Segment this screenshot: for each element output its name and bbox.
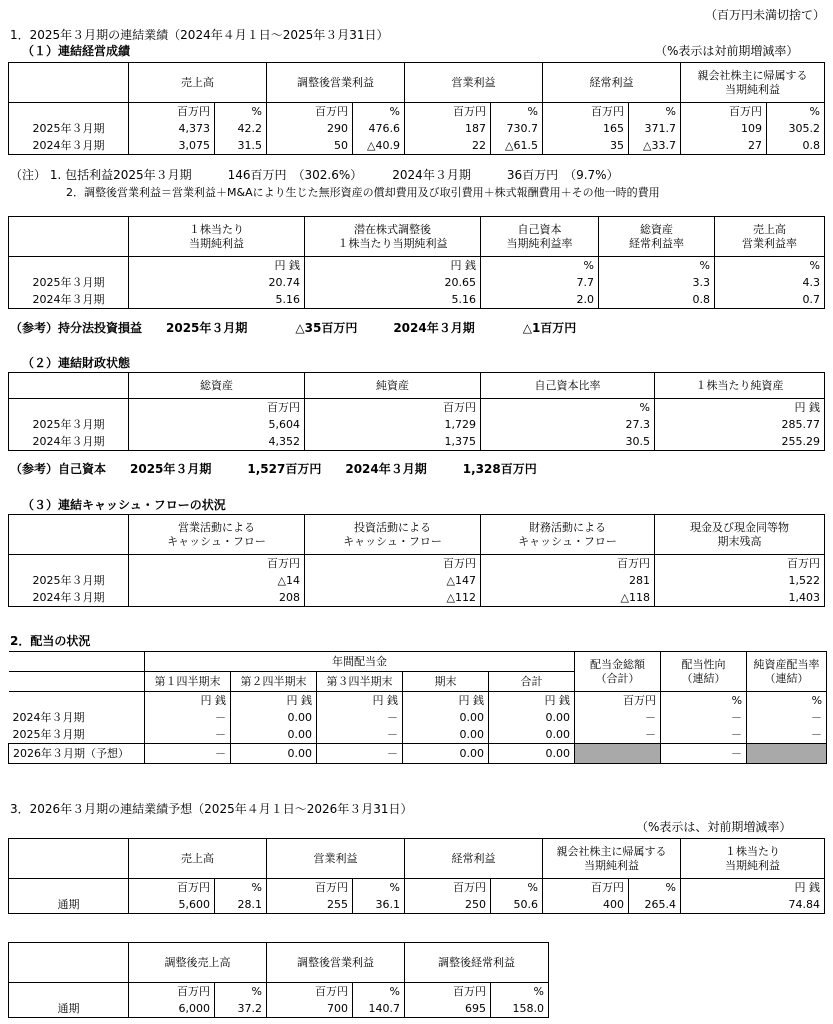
unit-cell: 円 銭 [489, 692, 575, 710]
data-cell: △61.5 [491, 137, 543, 155]
unit-cell: 百万円 [305, 399, 481, 417]
unit-cell: 百万円 [129, 399, 305, 417]
data-cell: － [747, 709, 827, 726]
row-label: 2024年３月期 [9, 433, 129, 451]
data-cell: 187 [405, 120, 491, 137]
data-cell: 109 [681, 120, 767, 137]
data-cell: － [661, 726, 747, 744]
forecast-pct-note: （%表示は、対前期増減率） [636, 820, 792, 834]
unit-row [9, 257, 825, 275]
unit-cell: 百万円 [305, 555, 481, 573]
data-cell: 0.00 [489, 709, 575, 726]
table-row [9, 572, 825, 589]
header-adjusted-op: 調整後営業利益 [267, 63, 405, 103]
data-cell: 476.6 [353, 120, 405, 137]
note-adjusted-op: 2．調整後営業利益＝営業利益＋M&Aにより生じた無形資産の償却費用及び取引費用＋株式報酬費用＋その他一時的費用 [66, 186, 660, 199]
data-cell: 255 [267, 896, 353, 914]
row-label: 2025年３月期 [9, 572, 129, 589]
data-cell: 28.1 [215, 896, 267, 914]
table-row [9, 1000, 549, 1018]
unit-row [9, 983, 549, 1001]
header-adjusted-ordinary: 調整後経常利益 [405, 943, 549, 983]
data-cell: 2.0 [481, 291, 599, 309]
operating-results-table [8, 62, 825, 155]
section3-title: 3．2026年３月期の連結業績予想（2025年４月１日～2026年３月31日） [10, 802, 413, 816]
data-cell: 0.8 [599, 291, 715, 309]
data-cell-shaded [575, 744, 661, 764]
unit-cell: 百万円 [405, 879, 491, 897]
data-cell: － [145, 744, 231, 764]
data-cell: 695 [405, 1000, 491, 1018]
data-cell: 0.00 [231, 726, 317, 744]
dividend-table [8, 651, 827, 764]
unit-cell: 百万円 [129, 879, 215, 897]
data-cell: 1,375 [305, 433, 481, 451]
corner-cell [9, 839, 129, 879]
data-cell: 285.77 [655, 416, 825, 433]
table-row [9, 709, 827, 726]
unit-cell: % [215, 879, 267, 897]
header-total-dividend: 配当金総額 （合計） [575, 652, 661, 692]
row-label: 2024年３月期 [9, 589, 129, 607]
row-label: 2025年３月期 [9, 416, 129, 433]
header-year-end: 期末 [403, 672, 489, 692]
data-cell: 37.2 [215, 1000, 267, 1018]
data-cell: 0.00 [403, 744, 489, 764]
data-cell: 5.16 [305, 291, 481, 309]
header-doe: 純資産配当率 （連結） [747, 652, 827, 692]
table-row [9, 726, 827, 744]
data-cell: 27 [681, 137, 767, 155]
unit-cell: % [629, 879, 681, 897]
row-label: 2026年３月期（予想） [9, 744, 145, 764]
adjusted-forecast-table [8, 942, 549, 1018]
data-cell: 5.16 [129, 291, 305, 309]
data-cell: △118 [481, 589, 655, 607]
data-cell: － [575, 709, 661, 726]
pct-note: （%表示は対前期増減率） [655, 44, 799, 58]
header-diluted-eps: 潜在株式調整後 １株当たり当期純利益 [305, 217, 481, 257]
data-cell: 700 [267, 1000, 353, 1018]
header-sales: 売上高 [129, 839, 267, 879]
unit-cell: 円 銭 [403, 692, 489, 710]
table-row [9, 416, 825, 433]
table-row [9, 744, 827, 764]
corner-cell [9, 217, 129, 257]
ref-equity: （参考）自己資本 2025年３月期 1,527百万円 2024年３月期 1,328百万円 [10, 462, 537, 476]
data-cell: 0.8 [767, 137, 825, 155]
data-cell: － [145, 709, 231, 726]
data-cell: 400 [543, 896, 629, 914]
note-comprehensive-income: （注） 1. 包括利益2025年３月期 146百万円 （302.6%） 2024年３月期 36百万円 （9.7%） [10, 168, 619, 182]
header-q1: 第１四半期末 [145, 672, 231, 692]
row-label: 2025年３月期 [9, 726, 145, 744]
unit-cell: 円 銭 [145, 692, 231, 710]
unit-cell: 百万円 [405, 103, 491, 121]
header-adjusted-op: 調整後営業利益 [267, 943, 405, 983]
header-total: 合計 [489, 672, 575, 692]
row-label: 2025年３月期 [9, 274, 129, 291]
data-cell: 74.84 [681, 896, 825, 914]
unit-cell: % [481, 399, 655, 417]
data-cell: 140.7 [353, 1000, 405, 1018]
data-cell: 0.00 [489, 744, 575, 764]
data-cell: 4,352 [129, 433, 305, 451]
unit-row [9, 103, 825, 121]
data-cell: 730.7 [491, 120, 543, 137]
header-op-income: 営業利益 [405, 63, 543, 103]
data-cell: 0.7 [715, 291, 825, 309]
data-cell: 165 [543, 120, 629, 137]
header-cash-balance: 現金及び現金同等物 期末残高 [655, 515, 825, 555]
data-cell: － [145, 726, 231, 744]
header-total-assets: 総資産 [129, 373, 305, 399]
data-cell: 3,075 [129, 137, 215, 155]
unit-cell: % [491, 879, 543, 897]
data-cell: 305.2 [767, 120, 825, 137]
unit-cell: % [599, 257, 715, 275]
unit-cell: % [661, 692, 747, 710]
data-cell: 0.00 [231, 709, 317, 726]
table-row [9, 589, 825, 607]
data-cell: 208 [129, 589, 305, 607]
subsection-financial-position: （２）連結財政状態 [22, 356, 131, 370]
header-sales: 売上高 [129, 63, 267, 103]
data-cell: 20.65 [305, 274, 481, 291]
header-annual-dividend: 年間配当金 [145, 652, 575, 672]
row-label: 通期 [9, 896, 129, 914]
data-cell: △40.9 [353, 137, 405, 155]
data-cell: 1,522 [655, 572, 825, 589]
unit-cell: % [629, 103, 681, 121]
data-cell: 50 [267, 137, 353, 155]
header-net-income: 親会社株主に帰属する 当期純利益 [543, 839, 681, 879]
financial-position-table [8, 372, 825, 451]
data-cell: － [317, 726, 403, 744]
data-cell: △14 [129, 572, 305, 589]
data-cell: 3.3 [599, 274, 715, 291]
corner-cell [9, 943, 129, 983]
unit-cell: 円 銭 [129, 257, 305, 275]
data-cell: 1,729 [305, 416, 481, 433]
data-cell: 50.6 [491, 896, 543, 914]
data-cell: 20.74 [129, 274, 305, 291]
data-cell: 5,600 [129, 896, 215, 914]
data-cell: 27.3 [481, 416, 655, 433]
header-investing-cf: 投資活動による キャッシュ・フロー [305, 515, 481, 555]
header-roe: 自己資本 当期純利益率 [481, 217, 599, 257]
data-cell: － [747, 726, 827, 744]
header-op-income: 営業利益 [267, 839, 405, 879]
corner-cell [9, 63, 129, 103]
header-net-income: 親会社株主に帰属する 当期純利益 [681, 63, 825, 103]
unit-cell: % [715, 257, 825, 275]
unit-cell: % [767, 103, 825, 121]
header-adjusted-sales: 調整後売上高 [129, 943, 267, 983]
section1-title: 1．2025年３月期の連結業績（2024年４月１日～2025年３月31日） [10, 28, 389, 42]
unit-cell: % [491, 103, 543, 121]
subsection-operating-results: （１）連結経営成績 [22, 44, 131, 58]
unit-row [9, 879, 825, 897]
data-cell: △147 [305, 572, 481, 589]
data-cell: 158.0 [491, 1000, 549, 1018]
unit-cell: % [353, 879, 405, 897]
data-cell: 371.7 [629, 120, 681, 137]
unit-cell: % [353, 103, 405, 121]
forecast-table [8, 838, 825, 914]
corner-cell [9, 373, 129, 399]
data-cell: 255.29 [655, 433, 825, 451]
per-share-table [8, 216, 825, 309]
data-cell: 5,604 [129, 416, 305, 433]
unit-cell: 百万円 [655, 555, 825, 573]
header-eps: １株当たり 当期純利益 [681, 839, 825, 879]
unit-cell: 百万円 [267, 103, 353, 121]
unit-cell: % [215, 103, 267, 121]
unit-cell: % [353, 983, 405, 1001]
row-label: 通期 [9, 1000, 129, 1018]
data-cell: 36.1 [353, 896, 405, 914]
unit-cell: 百万円 [543, 103, 629, 121]
row-label: 2024年３月期 [9, 709, 145, 726]
unit-cell: 円 銭 [681, 879, 825, 897]
data-cell: 0.00 [403, 726, 489, 744]
unit-cell: 円 銭 [231, 692, 317, 710]
corner-cell [9, 672, 145, 692]
header-financing-cf: 財務活動による キャッシュ・フロー [481, 515, 655, 555]
row-label: 2024年３月期 [9, 291, 129, 309]
subsection-cash-flow: （３）連結キャッシュ・フローの状況 [22, 498, 226, 512]
corner-cell [9, 515, 129, 555]
data-cell: 22 [405, 137, 491, 155]
unit-cell: 百万円 [129, 555, 305, 573]
data-cell: 290 [267, 120, 353, 137]
data-cell: 0.00 [489, 726, 575, 744]
unit-cell: % [481, 257, 599, 275]
unit-cell: 百万円 [575, 692, 661, 710]
row-label: 2025年３月期 [9, 120, 129, 137]
unit-cell: 円 銭 [655, 399, 825, 417]
table-row [9, 137, 825, 155]
header-bps: １株当たり純資産 [655, 373, 825, 399]
unit-row [9, 399, 825, 417]
table-row [9, 433, 825, 451]
data-cell: 250 [405, 896, 491, 914]
data-cell: 42.2 [215, 120, 267, 137]
header-op-margin: 売上高 営業利益率 [715, 217, 825, 257]
data-cell: － [317, 744, 403, 764]
table-row [9, 291, 825, 309]
unit-cell: 百万円 [267, 879, 353, 897]
data-cell: 35 [543, 137, 629, 155]
data-cell: 0.00 [231, 744, 317, 764]
header-q2: 第２四半期末 [231, 672, 317, 692]
unit-cell: % [215, 983, 267, 1001]
data-cell: 1,403 [655, 589, 825, 607]
data-cell: 0.00 [403, 709, 489, 726]
data-cell: △112 [305, 589, 481, 607]
table-row [9, 274, 825, 291]
header-q3: 第３四半期末 [317, 672, 403, 692]
unit-cell: 百万円 [267, 983, 353, 1001]
unit-cell: 百万円 [481, 555, 655, 573]
ref-equity-method: （参考）持分法投資損益 2025年３月期 △35百万円 2024年３月期 △1百万円 [10, 321, 577, 335]
unit-cell: % [491, 983, 549, 1001]
data-cell: － [661, 709, 747, 726]
data-cell: 4,373 [129, 120, 215, 137]
unit-cell: 百万円 [129, 983, 215, 1001]
header-roa: 総資産 経常利益率 [599, 217, 715, 257]
unit-row [9, 692, 827, 710]
data-cell: 30.5 [481, 433, 655, 451]
unit-cell: 百万円 [543, 879, 629, 897]
cash-flow-table [8, 514, 825, 607]
data-cell: － [661, 744, 747, 764]
unit-row [9, 555, 825, 573]
table-row [9, 896, 825, 914]
unit-cell: 百万円 [129, 103, 215, 121]
data-cell: － [575, 726, 661, 744]
unit-cell: 円 銭 [305, 257, 481, 275]
row-label: 2024年３月期 [9, 137, 129, 155]
corner-cell [9, 652, 145, 672]
header-net-assets: 純資産 [305, 373, 481, 399]
unit-cell: 百万円 [681, 103, 767, 121]
table-row [9, 120, 825, 137]
data-cell: △33.7 [629, 137, 681, 155]
header-ordinary: 経常利益 [405, 839, 543, 879]
data-cell: 7.7 [481, 274, 599, 291]
header-ordinary: 経常利益 [543, 63, 681, 103]
data-cell: 265.4 [629, 896, 681, 914]
unit-cell: 円 銭 [317, 692, 403, 710]
unit-cell: % [747, 692, 827, 710]
section2-title: 2．配当の状況 [10, 634, 91, 648]
data-cell-shaded [747, 744, 827, 764]
unit-note: （百万円未満切捨て） [705, 8, 826, 22]
data-cell: 31.5 [215, 137, 267, 155]
unit-cell: 百万円 [405, 983, 491, 1001]
header-payout-ratio: 配当性向 （連結） [661, 652, 747, 692]
header-operating-cf: 営業活動による キャッシュ・フロー [129, 515, 305, 555]
header-eps: １株当たり 当期純利益 [129, 217, 305, 257]
data-cell: 6,000 [129, 1000, 215, 1018]
header-equity-ratio: 自己資本比率 [481, 373, 655, 399]
data-cell: － [317, 709, 403, 726]
data-cell: 4.3 [715, 274, 825, 291]
data-cell: 281 [481, 572, 655, 589]
